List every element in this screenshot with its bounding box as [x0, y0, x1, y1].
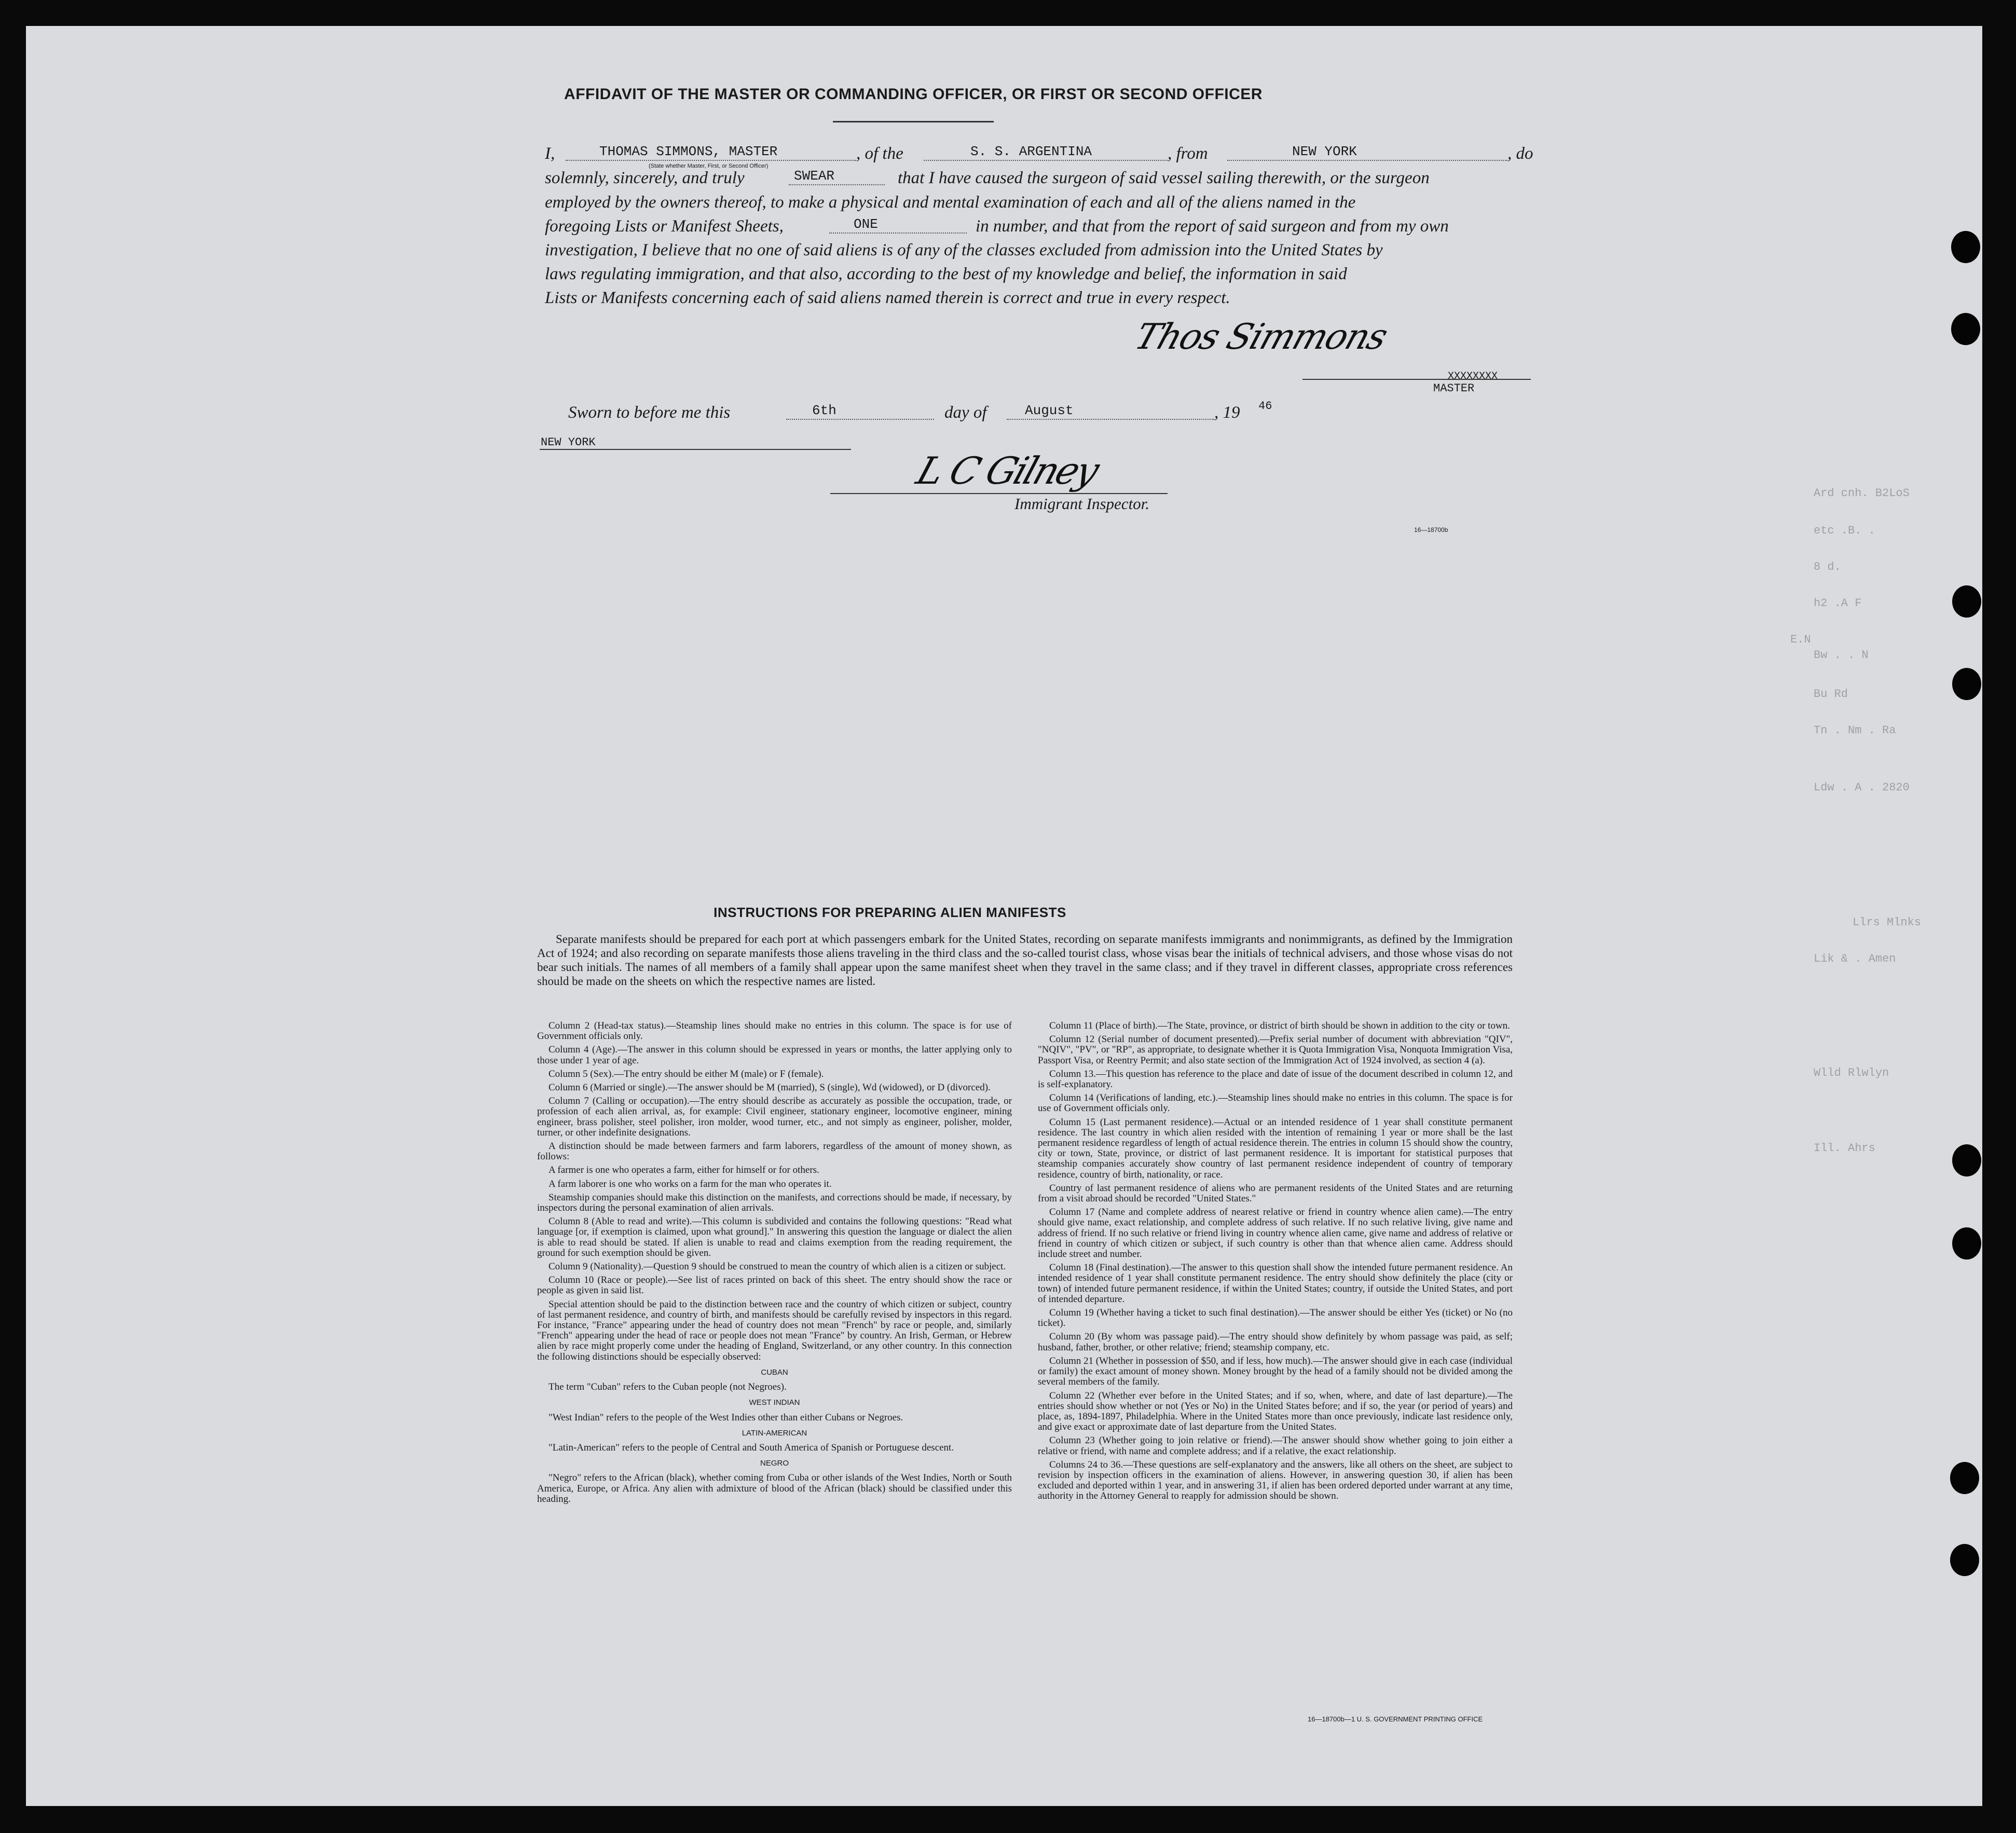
year-prefix: , 19 — [1214, 403, 1240, 422]
instruction-paragraph: Column 9 (Nationality).—Question 9 should be construed to mean the country of which alien is a citizen or subject. — [548, 1261, 1006, 1273]
sworn-month: August — [1025, 403, 1074, 418]
instruction-paragraph: Column 10 (Race or people).—See list of races printed on back of this sheet. The entry should show the race or people as given in said list. — [537, 1275, 1012, 1296]
from-label: , from — [1168, 144, 1208, 163]
master-signature: Thos Simmons — [1130, 317, 1392, 358]
affidavit-line-7: Lists or Manifests concerning each of said aliens named therein is correct and true in every respect. — [545, 289, 1230, 307]
race-definition: "Negro" refers to the African (black), whether coming from Cuba or other islands of the West Indies, North or South America, Europe, or Africa. Any alien with admixture of blood of the African (black) should be classified under this heading. — [537, 1472, 1012, 1504]
instruction-paragraph: Column 22 (Whether ever before in the United States; and if so, when, where, and date of last departure).—The entries should show whether or not (Yes or No) in the United States before; and if so, the year (or period of years) and place, as, 1894-1897, Philadelphia. Where in the United States more than once previously, indicate last residence only, and give exact or approximate date of last departure from the United States. — [1038, 1390, 1513, 1433]
instruction-paragraph: Column 8 (Able to read and write).—This column is subdivided and contains the following questions: "Read what language [or, if exemption is claimed, upon what ground]." In answering this question the language or dialect the alien is able to read should be stated. If alien is unable to read and claims exemption from the reading requirement, the ground for such exemption should be given. — [537, 1216, 1012, 1259]
instruction-paragraph: Special attention should be paid to the distinction between race and the country of which citizen or subject, country of last permanent residence, and country of birth, and manifests should be carefully revised by inspectors in this regard. For instance, "France" appearing under the head of country does not mean "French" by race or people, and, similarly "French" appearing under the head of race or people does not mean "France" by country. An Irish, German, or Hebrew alien by race might properly come under the heading of England, Switzerland, or any other country. In this connection the following distinctions should be especially observed: — [537, 1298, 1012, 1362]
race-definition: The term "Cuban" refers to the Cuban people (not Negroes). — [548, 1381, 787, 1393]
bleed-through-text: Ldw . A . 2820 — [1814, 781, 1910, 794]
instruction-paragraph: Column 18 (Final destination).—The answer to this question shall show the intended future permanent residence. An intended residence of 1 year shall constitute permanent residence. The entry should show definitely the place (city or town) of intended future permanent residence, if within the United States; country, if outside the United States, and port of intended departure. — [1038, 1262, 1513, 1305]
race-heading: CUBAN — [761, 1367, 788, 1377]
punch-hole — [1952, 668, 1981, 700]
sheet-count: ONE — [854, 216, 878, 232]
instruction-paragraph: Column 13.—This question has reference to the place and date of issue of the document described in column 12, and is self-explanatory. — [1038, 1068, 1513, 1090]
oath-prefix: solemnly, sincerely, and truly — [545, 169, 745, 187]
instruction-paragraph: Column 5 (Sex).—The entry should be either M (male) or F (female). — [548, 1068, 824, 1079]
punch-hole — [1951, 231, 1980, 263]
affidavit-title: AFFIDAVIT OF THE MASTER OR COMMANDING OFFICER, OR FIRST OR SECOND OFFICER — [564, 86, 1263, 103]
printing-office-footer: 16—18700b—1 U. S. GOVERNMENT PRINTING OFFICE — [1308, 1715, 1483, 1723]
instruction-paragraph: Column 23 (Whether going to join relative or friend).—The answer should show whether going to join either a relative or friend, with name and complete address; and if a relative, the exact relationship. — [1038, 1435, 1513, 1457]
bleed-through-text: Llrs Mlnks — [1853, 916, 1922, 929]
title-rule — [833, 121, 994, 122]
of-the-label: , of the — [856, 144, 903, 163]
master-name: THOMAS SIMMONS, MASTER — [599, 144, 778, 159]
bleed-through-text: Lik & . Amen — [1814, 952, 1896, 965]
instruction-paragraph: A farmer is one who operates a farm, either for himself or for others. — [548, 1165, 819, 1176]
instruction-paragraph: A farm laborer is one who works on a farm for the man who operates it. — [548, 1178, 832, 1189]
instruction-paragraph: Columns 24 to 36.—These questions are self-explanatory and the answers, like all others on the sheet, are subject to revision by inspection officers in the examination of aliens. However, in answering question 30, if alien has been excluded and deported within 1 year, and in answering 31, if alien has been ordered deported under warrant at any time, authority in the Attorney General to reapply for admission should be shown. — [1038, 1459, 1513, 1502]
inspector-title: Immigrant Inspector. — [1014, 495, 1150, 513]
do-label: , do — [1507, 144, 1533, 163]
punch-hole — [1950, 1462, 1979, 1494]
bleed-through-text: Ill. Ahrs — [1814, 1142, 1875, 1155]
instructions-title: INSTRUCTIONS FOR PREPARING ALIEN MANIFESTS — [714, 905, 1066, 920]
punch-hole — [1950, 1544, 1979, 1576]
sworn-day: 6th — [812, 403, 836, 418]
race-heading: WEST INDIAN — [749, 1398, 800, 1407]
sworn-place: NEW YORK — [541, 436, 596, 449]
bleed-through-text: 8 d. — [1814, 560, 1841, 573]
instruction-paragraph: Column 15 (Last permanent residence).—Actual or an intended residence of 1 year shall constitute permanent residence. The last country in which alien resided with the intention of remaining 1 year or more shall be the last permanent residence regardless of length of actual residence therein. The entries in column 15 should show the country, city or town, State, province, or district of last permanent residence. It is important for statistical purposes that steamship companies accurately show country of last permanent residence independent of country of temporary residence, country of birth, nationality, or race. — [1038, 1116, 1513, 1180]
officer-rank-note: (State whether Master, First, or Second Officer) — [649, 163, 769, 169]
race-heading: LATIN-AMERICAN — [742, 1428, 807, 1438]
departure-port: NEW YORK — [1292, 144, 1357, 159]
race-heading: NEGRO — [760, 1459, 789, 1468]
place-rule — [540, 449, 851, 450]
instruction-paragraph: Column 21 (Whether in possession of $50, and if less, how much).—The answer should give in each case (individual or family) the exact amount of money shown. Money brought by the head of a family should not be divided among the several members of the family. — [1038, 1355, 1513, 1388]
punch-hole — [1952, 1227, 1981, 1260]
officer-title: MASTER — [1433, 382, 1475, 395]
affidavit-line-5: investigation, I believe that no one of said aliens is of any of the classes excluded from admission into the United States by — [545, 241, 1383, 259]
bleed-through-text: etc .B. . — [1814, 524, 1875, 537]
instruction-paragraph: Column 4 (Age).—The answer in this column should be expressed in years or months, the latter applying only to those under 1 year of age. — [537, 1044, 1012, 1066]
instruction-paragraph: Country of last permanent residence of aliens who are permanent residents of the United States and are returning from a visit abroad should be recorded "United States." — [1038, 1182, 1513, 1205]
struck-officer-type: XXXXXXXX — [1448, 371, 1498, 382]
sheets-suffix: in number, and that from the report of said surgeon and from my own — [976, 217, 1449, 236]
affidavit-line-1 — [545, 144, 1531, 163]
sworn-prefix: Sworn to before me this — [568, 403, 731, 422]
instructions-intro: Separate manifests should be prepared for each port at which passengers embark for the United States, recording on separate manifests immigrants and nonimmigrants, as defined by the Immigration Act of 1924; and also recording on separate manifests those aliens traveling in the third class and the so-called tourist class, whose visas bear the initials of technical advisers, and those whose visas do not bear such initials. The names of all members of a family shall appear upon the same manifest sheet when they travel in the same class; and if they travel in different classes, appropriate cross references should be made on the sheets on which the respective names are listed. — [537, 933, 1513, 988]
sheets-prefix: foregoing Lists or Manifest Sheets, — [545, 217, 784, 236]
bleed-through-text: h2 .A F — [1814, 597, 1862, 610]
bleed-through-text: Tn . Nm . Ra — [1814, 724, 1896, 737]
day-field-line — [786, 419, 934, 420]
instruction-paragraph: Column 6 (Married or single).—The answer should be M (married), S (single), Wd (widowed), or D (divorced). — [548, 1082, 991, 1093]
instruction-paragraph: Column 7 (Calling or occupation).—The entry should describe as accurately as possible the occupation, trade, or profession of each alien arrival, as, for example: Civil engineer, stationary engineer, locomotive engineer, mining engineer, brass polisher, steel polisher, iron molder, wood turner, etc., and not simply as engineer, polisher, molder, turner, or other indefinite designations. — [537, 1096, 1012, 1138]
instructions-left-column — [537, 1021, 1012, 1508]
punch-hole — [1952, 1144, 1981, 1177]
affidavit-line-6: laws regulating immigration, and that also, according to the best of my knowledge and belief, the information in said — [545, 265, 1347, 283]
bleed-through-text: Bw . . N — [1814, 649, 1869, 662]
punch-hole — [1951, 313, 1980, 345]
race-definition: "Latin-American" refers to the people of Central and South America of Spanish or Portuguese descent. — [548, 1442, 954, 1453]
instruction-paragraph: Column 14 (Verifications of landing, etc.).—Steamship lines should make no entries in this column. The space is for use of Government officials only. — [1038, 1092, 1513, 1114]
vessel-name: S. S. ARGENTINA — [970, 144, 1092, 159]
instruction-paragraph: A distinction should be made between farmers and farm laborers, regardless of the amount of money shown, as follows: — [537, 1141, 1012, 1162]
oath-word: SWEAR — [794, 168, 835, 184]
instruction-paragraph: Column 17 (Name and complete address of nearest relative or friend in country whence alien came).—The entry should give name, exact relationship, and complete address of such relative. If no such relative living, give name and address of friend. If no such relative or friend living in country whence alien came, give name and address of relative or friend in country of which citizen or subject, if such country is other than that whence alien came. Address should include street and number. — [1038, 1207, 1513, 1260]
instructions-right-column — [1038, 1021, 1513, 1505]
affidavit-line-2 — [545, 169, 1531, 187]
instruction-paragraph: Column 2 (Head-tax status).—Steamship lines should make no entries in this column. The space is for use of Government officials only. — [537, 1020, 1012, 1042]
instruction-paragraph: Column 19 (Whether having a ticket to such final destination).—The answer should be either Yes (ticket) or No (no ticket). — [1038, 1307, 1513, 1329]
port-field-line — [1227, 160, 1507, 161]
sworn-line — [568, 400, 1295, 422]
instruction-paragraph: Column 20 (By whom was passage paid).—The entry should show definitely by whom passage was paid, as self; husband, father, brother, or other relative; friend; steamship company, etc. — [1038, 1331, 1513, 1353]
inspector-signature: L C Gilney — [911, 449, 1103, 493]
pronoun: I, — [545, 144, 555, 163]
instruction-paragraph: Column 12 (Serial number of document presented).—Prefix serial number of document with abbreviation "QIV", "NQIV", "PV", or "RP", as appropriate, to designate whether it is Quota Immigration Visa, Nonquota Immigration Visa, Passport Visa, or Reentry Permit; and also state section of the Immigration Act of 1924 involved, as section 4 (a). — [1038, 1034, 1513, 1066]
manifest-sheet — [26, 26, 1982, 1806]
race-definition: "West Indian" refers to the people of the West Indies other than either Cubans or Negroes. — [548, 1412, 903, 1423]
affidavit-line-4 — [545, 217, 1531, 236]
small-form-number: 16—18700b — [1414, 526, 1448, 534]
sheets-field-line — [829, 232, 967, 234]
punch-hole — [1952, 585, 1981, 618]
bleed-through-text: Ard cnh. B2LoS — [1814, 487, 1910, 500]
sworn-year: 46 — [1258, 400, 1272, 413]
oath-suffix: that I have caused the surgeon of said vessel sailing therewith, or the surgeon — [898, 169, 1430, 187]
bleed-through-text: Bu Rd — [1814, 688, 1848, 701]
instruction-paragraph: Steamship companies should make this distinction on the manifests, and corrections should be made, if necessary, by inspectors during the personal examination of alien arrivals. — [537, 1192, 1012, 1214]
instruction-paragraph: Column 11 (Place of birth).—The State, province, or district of birth should be shown in addition to the city or town. — [1049, 1020, 1510, 1031]
bleed-through-text: E.N — [1790, 633, 1811, 646]
affidavit-line-3: employed by the owners thereof, to make a physical and mental examination of each and all of the aliens named in the — [545, 193, 1356, 212]
inspector-rule — [830, 493, 1168, 494]
bleed-through-text: Wlld Rlwlyn — [1814, 1066, 1889, 1079]
day-of-label: day of — [944, 403, 987, 422]
